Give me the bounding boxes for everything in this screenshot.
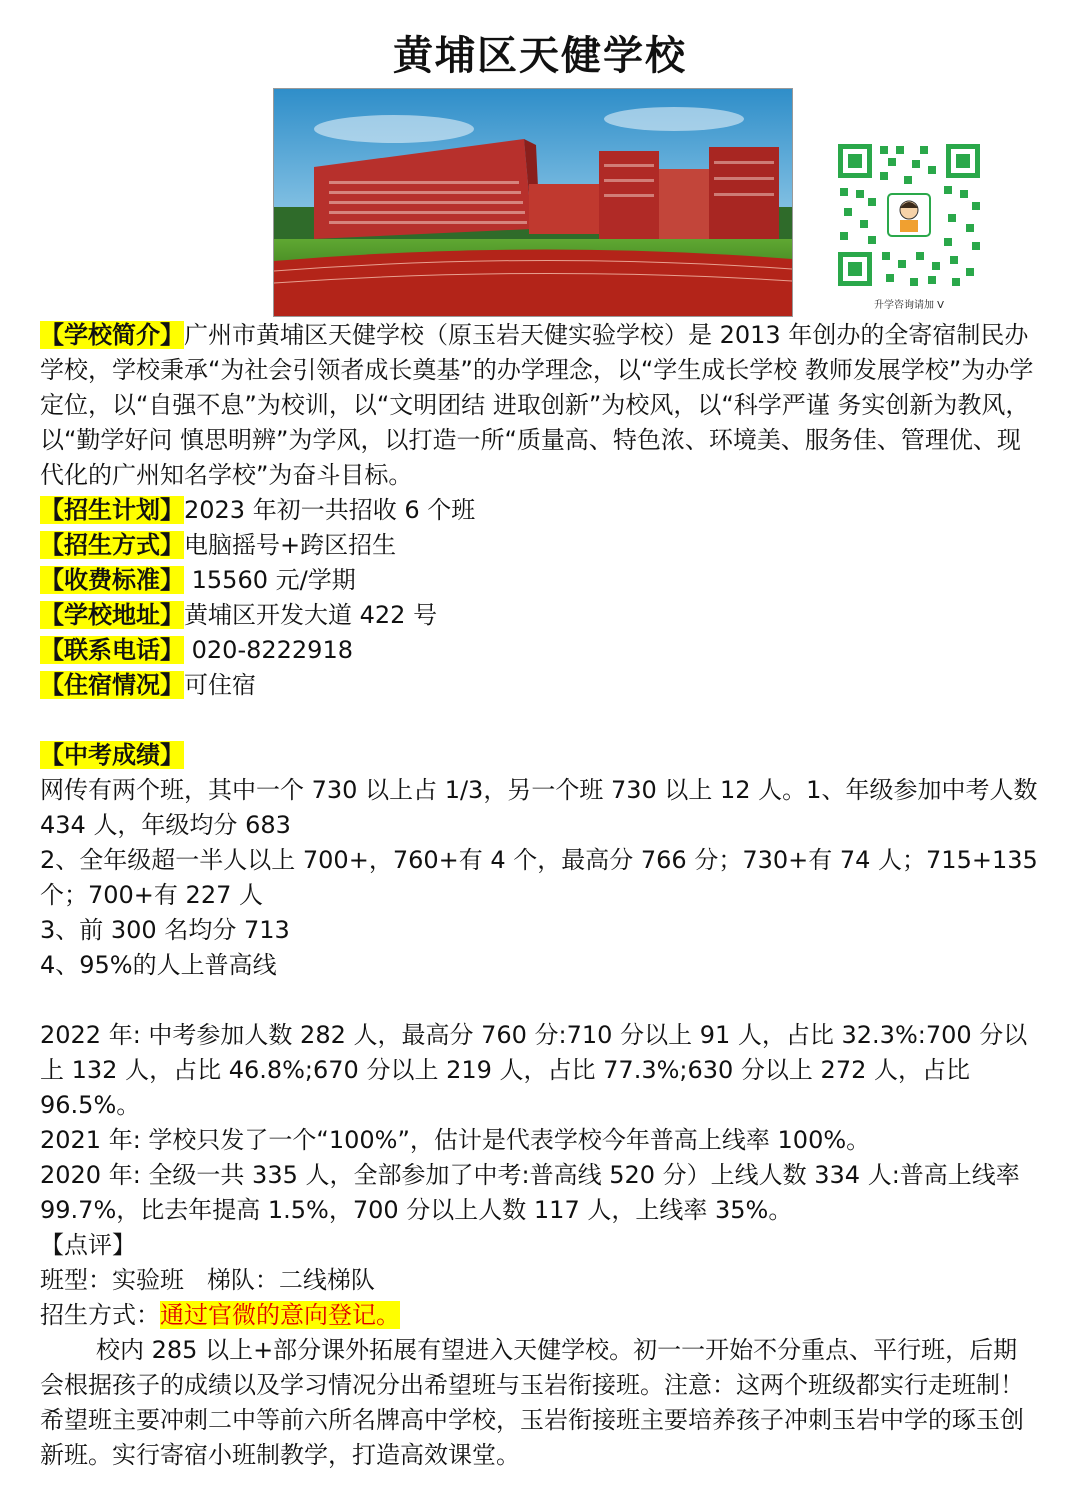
- intro-label: 【学校简介】: [40, 321, 184, 349]
- exam-year: 2020 年: 全级一共 335 人，全部参加了中考:普高线 520 分）上线人数 334 人:普高上线率 99.7%，比去年提高 1.5%，700 分以上人数 117 人，上线率 35%。: [40, 1161, 1020, 1224]
- intro-paragraph: [40, 318, 1040, 493]
- info-label: 【住宿情况】: [40, 671, 184, 699]
- exam-label: 【中考成绩】: [40, 741, 184, 769]
- exam-year: 2021 年: 学校只发了一个“100%”，估计是代表学校今年普高上线率 100%。: [40, 1126, 871, 1154]
- info-value: 可住宿: [184, 671, 256, 699]
- info-value: 15560 元/学期: [184, 566, 356, 594]
- exam-line: 3、前 300 名均分 713: [40, 916, 290, 944]
- info-label: 【学校地址】: [40, 601, 184, 629]
- info-value: 电脑摇号+跨区招生: [184, 531, 397, 559]
- school-photo: [273, 88, 793, 317]
- info-label: 【招生方式】: [40, 531, 184, 559]
- class-line: 班型：实验班 梯队：二线梯队: [40, 1266, 375, 1294]
- info-row: [40, 528, 1040, 563]
- info-label: 【联系电话】: [40, 636, 184, 664]
- info-label: 【收费标准】: [40, 566, 184, 594]
- info-label: 【招生计划】: [40, 496, 184, 524]
- info-row: [40, 563, 1040, 598]
- intro-text: 广州市黄埔区天健学校（原玉岩天健实验学校）是 2013 年创办的全寄宿制民办学校，学校秉承“为社会引领者成长奠基”的办学理念，以“学生成长学校 教师发展学校”为办学定位，以“自强不息”为校训，以“文明团结 进取创新”为校风，以“科学严谨 务实创新为教风，以“勤学好问 慎思明辨”为学风，以打造一所“质量高、特色浓、环境美、服务佳、管理优、现代化的广州知名学校”为奋斗目标。: [40, 321, 1034, 489]
- comment-label: 【点评】: [40, 1231, 136, 1259]
- info-row: [40, 598, 1040, 633]
- info-row: [40, 493, 1040, 528]
- content: [40, 318, 1040, 1473]
- info-value: 2023 年初一共招收 6 个班: [184, 496, 476, 524]
- exam-line: 2、全年级超一半人以上 700+，760+有 4 个，最高分 766 分；730+有 74 人；715+135 个；700+有 227 人: [40, 846, 1038, 909]
- comment-paragraph: 校内 285 以上+部分课外拓展有望进入天健学校。初一一开始不分重点、平行班，后期会根据孩子的成绩以及学习情况分出希望班与玉岩衔接班。注意：这两个班级都实行走班制！希望班主要冲刺二中等前六所名牌高中学校，玉岩衔接班主要培养孩子冲刺玉岩中学的琢玉创新班。实行寄宿小班制教学，打造高效课堂。: [40, 1336, 1024, 1469]
- info-row: [40, 668, 1040, 703]
- info-value: 020-8222918: [184, 636, 353, 664]
- exam-line: 网传有两个班，其中一个 730 以上占 1/3，另一个班 730 以上 12 人。1、年级参加中考人数 434 人，年级均分 683: [40, 776, 1038, 839]
- info-row: [40, 633, 1040, 668]
- enroll-prefix: 招生方式：: [40, 1301, 160, 1329]
- exam-year: 2022 年: 中考参加人数 282 人，最高分 760 分:710 分以上 91 人，占比 32.3%:700 分以上 132 人，占比 46.8%;670 分以上 219 人，占比 77.3%;630 分以上 272 人，占比 96.5%。: [40, 1021, 1028, 1119]
- info-value: 黄埔区开发大道 422 号: [184, 601, 438, 629]
- enroll-line: [40, 1298, 1040, 1333]
- exam-line: 4、95%的人上普高线: [40, 951, 277, 979]
- exam-heading: [40, 738, 1040, 773]
- enroll-highlight: 通过官微的意向登记。: [160, 1301, 400, 1329]
- page-title: 黄埔区天健学校: [393, 33, 687, 79]
- qr-code[interactable]: [832, 138, 986, 292]
- qr-caption: 升学咨询请加 V: [873, 300, 945, 311]
